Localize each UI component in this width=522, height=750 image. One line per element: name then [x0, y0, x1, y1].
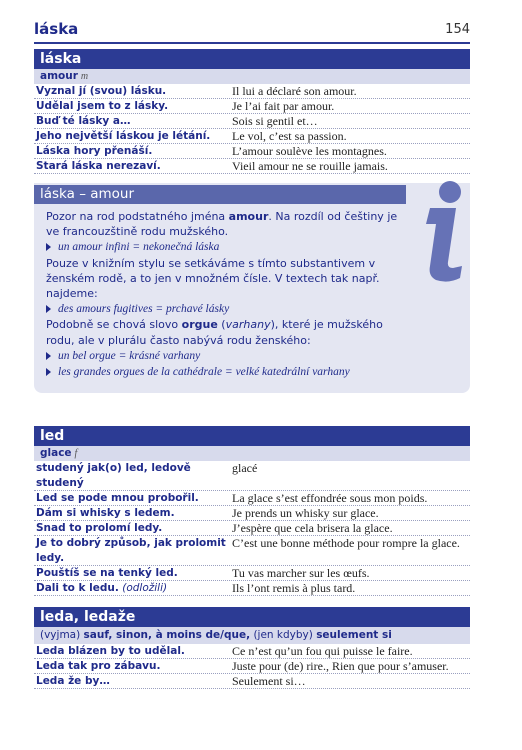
- czech-phrase: Snad to prolomí ledy.: [36, 522, 163, 534]
- phrase-row: [34, 114, 470, 129]
- french-translation: Ce n’est qu’un fou qui puisse le faire.: [232, 644, 413, 658]
- arrow-right-icon: [46, 305, 51, 313]
- czech-line: studený jak(o) led, ledově: [36, 462, 191, 474]
- french-translation: Seulement si…: [232, 674, 306, 688]
- phrase-row: [34, 144, 470, 159]
- czech-line: studený: [36, 477, 84, 489]
- entry-subheader-leda: [34, 627, 470, 644]
- czech-phrase: Leda tak pro zábavu.: [36, 660, 161, 672]
- czech-phrase: [36, 581, 226, 596]
- phrase-row: [34, 581, 470, 596]
- czech-phrase: Led se pode mnou probořil.: [36, 492, 199, 504]
- czech-line: Je to dobrý způsob, jak prolomit: [36, 537, 226, 549]
- note-text: Podobně se chová slovo: [46, 318, 182, 332]
- entry-subheader-glace: [34, 446, 470, 461]
- czech-phrase: Udělal jsem to z lásky.: [36, 100, 169, 112]
- czech-phrase: Dám si whisky s ledem.: [36, 507, 175, 519]
- french-translation: Je prends un whisky sur glace.: [232, 506, 379, 520]
- note-keyword: orgue: [181, 318, 218, 332]
- note-example: [46, 364, 406, 380]
- info-i-icon: [412, 178, 474, 282]
- french-translation: glacé: [232, 461, 258, 475]
- french-translation: Sois si gentil et…: [232, 114, 318, 128]
- note-paragraph: Pouze v knižním stylu se setkáváme s tímto substantivem v ženském rodě, a to jen v množném čísle. V textech tak např. najdeme:: [46, 256, 380, 301]
- french-translation: Le vol, c’est sa passion.: [232, 129, 347, 143]
- entry-headword-led: led: [34, 426, 470, 446]
- note-example: [46, 239, 406, 255]
- note-text: Pozor na rod podstatného jména: [46, 210, 229, 223]
- czech-phrase: Stará láska nerezaví.: [36, 160, 161, 172]
- french-translation: Tu vas marcher sur les œufs.: [232, 566, 370, 580]
- note-text: . Na rozdíl od češtiny je ve francouzštině rodu mužského.: [46, 210, 398, 239]
- gender-label: m: [80, 71, 89, 82]
- note-gloss: varhany: [225, 318, 271, 332]
- example-text: un bel orgue = krásné varhany: [58, 349, 201, 362]
- czech-phrase: Leda že by…: [36, 675, 110, 687]
- french-translation: Je l’ai fait par amour.: [232, 99, 335, 113]
- example-text: un amour infini = nekonečná láska: [58, 241, 220, 254]
- note-title: láska – amour: [34, 185, 406, 204]
- phrase-row: [34, 521, 470, 536]
- phrase-row: [34, 99, 470, 114]
- header-rule: [34, 42, 470, 44]
- page-number: 154: [445, 22, 470, 37]
- note-keyword: amour: [228, 210, 269, 223]
- sub-gloss: (vyjma): [40, 629, 84, 641]
- czech-phrase: Vyznal jí (svou) lásku.: [36, 85, 167, 97]
- phrase-row: [34, 674, 470, 689]
- sub-word: amour: [40, 70, 78, 82]
- arrow-right-icon: [46, 352, 51, 360]
- arrow-right-icon: [46, 368, 51, 376]
- czech-phrase: Pouštíš se na tenký led.: [36, 567, 178, 579]
- note-paragraph: [46, 209, 406, 239]
- gender-label: f: [74, 448, 78, 459]
- note-example: [46, 348, 406, 364]
- phrase-row: [34, 84, 470, 99]
- entry-headword-leda: leda, ledaže: [34, 607, 470, 627]
- phrase-row: [34, 129, 470, 144]
- running-head: láska: [34, 20, 79, 38]
- note-body: [46, 209, 406, 380]
- example-text: des amours fugitives = prchavé lásky: [58, 303, 230, 316]
- french-translation: Il lui a déclaré son amour.: [232, 84, 357, 98]
- phrase-row: [34, 644, 470, 659]
- french-translation: L’amour soulève les montagnes.: [232, 144, 387, 158]
- phrase-row: [34, 506, 470, 521]
- phrase-row: [34, 659, 470, 674]
- phrase-row: [34, 461, 470, 491]
- czech-phrase: Buď té lásky a…: [36, 115, 131, 127]
- entry-subheader-amour: [34, 69, 470, 84]
- czech-phrase: [36, 461, 226, 491]
- example-text: les grandes orgues de la cathédrale = velké katedrální varhany: [58, 366, 350, 379]
- czech-text: Dali to k ledu.: [36, 582, 119, 594]
- sub-gloss: (jen kdyby): [250, 629, 317, 641]
- czech-gloss: (odložili): [118, 582, 168, 594]
- entry-headword-laska: láska: [34, 49, 470, 69]
- note-text: (: [217, 318, 226, 332]
- sub-word: glace: [40, 447, 72, 459]
- note-text: ), které je mužského rodu, ale v plurálu často nabývá rodu ženského:: [46, 318, 383, 347]
- phrase-row: [34, 159, 470, 174]
- french-translation: Ils l’ont remis à plus tard.: [232, 581, 356, 595]
- french-translation: La glace s’est effondrée sous mon poids.: [232, 491, 428, 505]
- note-paragraph: [46, 317, 406, 347]
- czech-phrase: Jeho největší láskou je létání.: [36, 130, 211, 142]
- french-translation: Vieil amour ne se rouille jamais.: [232, 159, 388, 173]
- sub-translation: sauf, sinon, à moins de/que,: [83, 629, 251, 641]
- french-translation: C’est une bonne méthode pour rompre la glace.: [232, 536, 460, 550]
- french-translation: J’espère que cela brisera la glace.: [232, 521, 393, 535]
- phrase-row: [34, 536, 470, 566]
- phrase-row: [34, 566, 470, 581]
- czech-line: ledy.: [36, 552, 65, 564]
- czech-phrase: [36, 536, 226, 566]
- czech-phrase: Leda blázen by to udělal.: [36, 645, 185, 657]
- arrow-right-icon: [46, 243, 51, 251]
- note-example: [46, 301, 406, 317]
- sub-translation: seulement si: [316, 629, 392, 641]
- french-translation: Juste pour (de) rire., Rien que pour s’amuser.: [232, 659, 449, 673]
- czech-phrase: Láska hory přenáší.: [36, 145, 153, 157]
- phrase-row: [34, 491, 470, 506]
